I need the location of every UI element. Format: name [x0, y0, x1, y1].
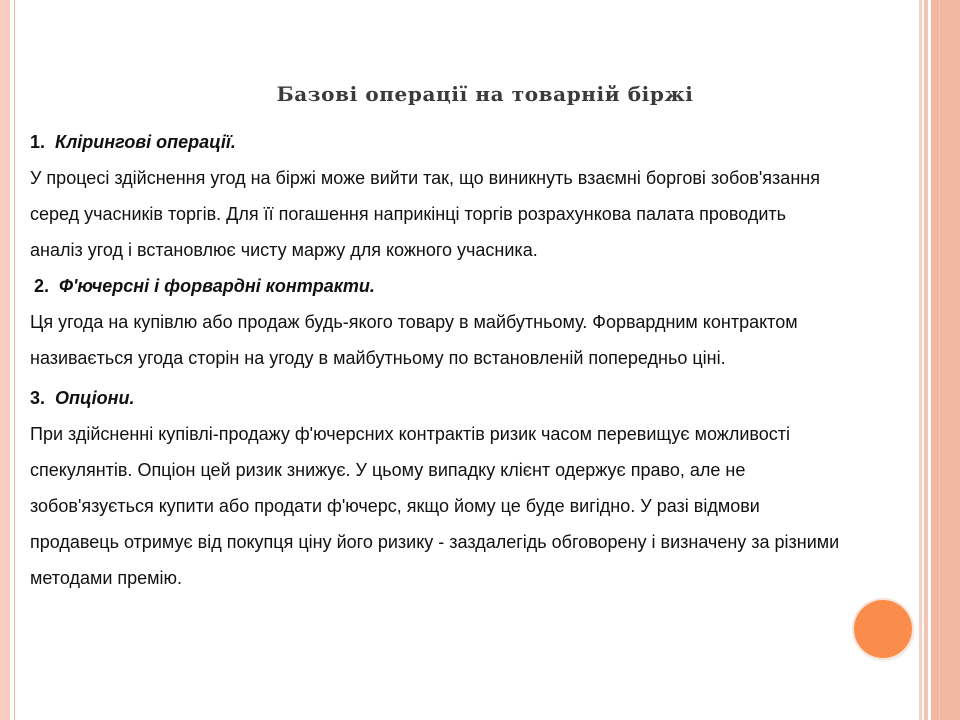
right-border-band [931, 0, 960, 720]
section-number: 3. [30, 388, 46, 408]
section-title: Опціони. [55, 388, 135, 408]
left-border-decoration [0, 0, 10, 720]
paragraph-line: У процесі здійснення угод на біржі може вийти так, що виникнуть взаємні боргові зобов'язання [30, 168, 820, 188]
paragraph-line: називається угода сторін на угоду в майбутньому по встановленій попередньо ціні. [30, 348, 726, 368]
section-title: Клірингові операції. [55, 132, 236, 152]
paragraph-line: методами премію. [30, 568, 183, 588]
section-title: Ф'ючерсні і форвардні контракти. [59, 276, 375, 296]
slide-title: Базові операції на товарній біржі [276, 82, 694, 106]
section-heading-futures [30, 268, 920, 304]
paragraph-line: При здійсненні купівлі-продажу ф'ючерсних контрактів ризик часом перевищує можливості [30, 424, 790, 444]
paragraph-line: продавець отримує від покупця ціну його ризику - заздалегідь обговорену і визначену за різними [30, 532, 840, 552]
paragraph-line: спекулянтів. Опціон цей ризик знижує. У цьому випадку клієнт одержує право, але не [30, 460, 746, 480]
section-heading-clearing [30, 124, 920, 160]
section-heading-options [30, 380, 920, 416]
section-number: 2. [34, 276, 50, 296]
paragraph-line: зобов'язується купити або продати ф'ючерс, якщо йому це буде вигідно. У разі відмови [30, 496, 760, 516]
right-border-stripe [924, 0, 928, 720]
paragraph-line: аналіз угод і встановлює чисту маржу для кожного учасника. [30, 240, 538, 260]
left-border-line [14, 0, 15, 720]
section-number: 1. [30, 132, 46, 152]
slide-content [30, 124, 920, 596]
decorative-circle-icon [854, 600, 912, 658]
paragraph-line: серед учасників торгів. Для її погашення наприкінці торгів розрахункова палата проводить [30, 204, 787, 224]
right-border-line [939, 0, 940, 720]
paragraph-line: Ця угода на купівлю або продаж будь-якого товару в майбутньому. Форвардним контрактом [30, 312, 798, 332]
